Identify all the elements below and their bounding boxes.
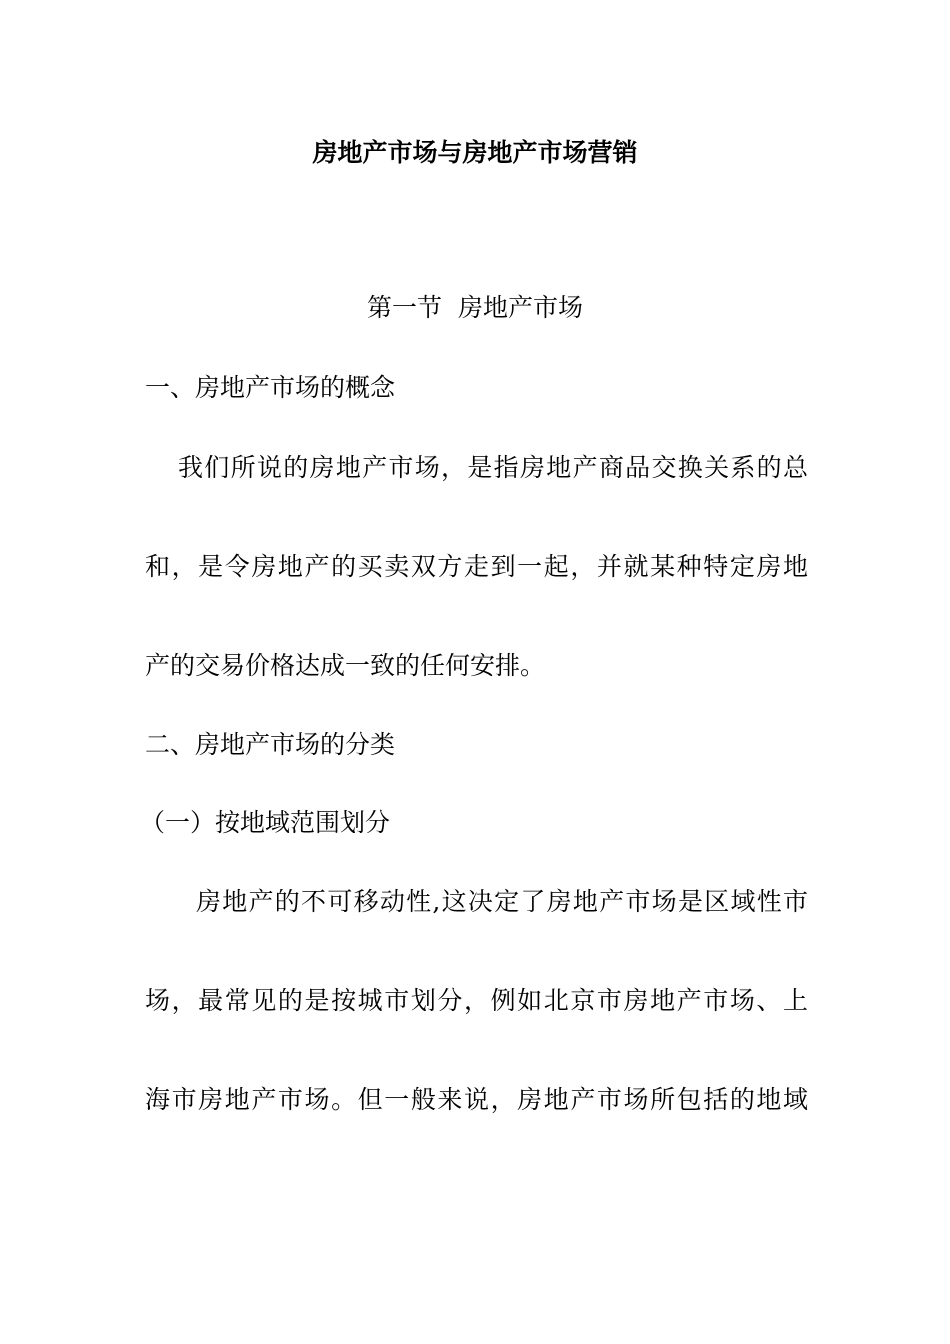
paragraph-line: 海市房地产市场。但一般来说，房地产市场所包括的地域: [145, 1085, 808, 1114]
subheading-region: （一）按地域范围划分: [140, 808, 391, 837]
paragraph-line: 场，最常见的是按城市划分，例如北京市房地产市场、上: [145, 986, 808, 1015]
paragraph-line: 产的交易价格达成一致的任何安排。: [145, 651, 546, 680]
heading-classification: 二、房地产市场的分类: [145, 730, 396, 759]
section-heading: 第一节 房地产市场: [367, 293, 583, 322]
paragraph-line: 房地产的不可移动性,这决定了房地产市场是区域性市: [196, 887, 808, 916]
paragraph-line: 我们所说的房地产市场，是指房地产商品交换关系的总: [178, 453, 808, 482]
document-title: 房地产市场与房地产市场营销: [312, 138, 638, 167]
paragraph-line: 和，是令房地产的买卖双方走到一起，并就某种特定房地: [145, 552, 808, 581]
heading-concept: 一、房地产市场的概念: [145, 373, 396, 402]
